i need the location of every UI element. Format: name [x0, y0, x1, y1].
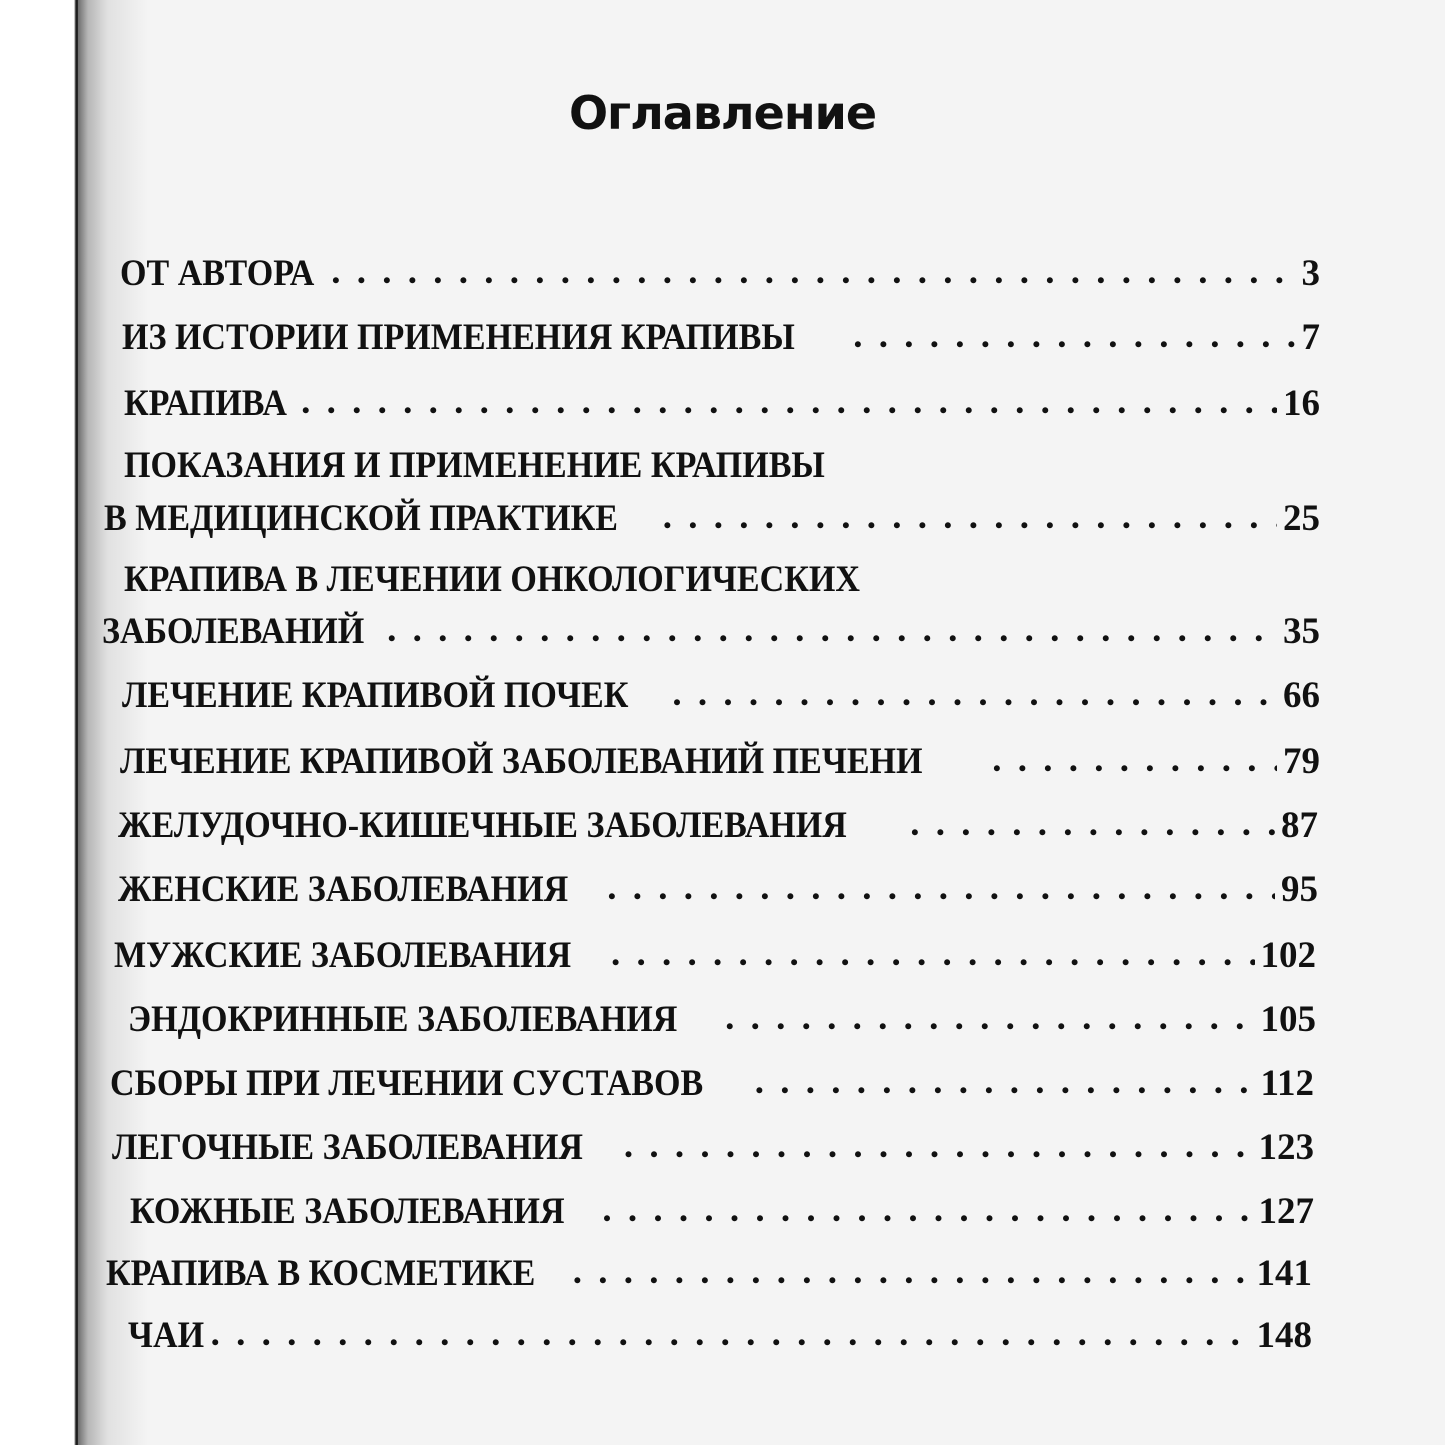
toc-entry-page: 79	[1283, 741, 1320, 782]
toc-entry	[130, 1188, 1314, 1236]
toc-entry-label: ЛЕЧЕНИЕ КРАПИВОЙ ЗАБОЛЕВАНИЙ ПЕЧЕНИ	[120, 741, 923, 782]
toc-entry-page: 87	[1281, 805, 1318, 846]
toc-entry	[124, 380, 1320, 428]
toc-entry-label: ЛЕЧЕНИЕ КРАПИВОЙ ПОЧЕК	[122, 675, 629, 716]
toc-entry-page: 3	[1301, 253, 1320, 294]
toc-entry-page: 141	[1256, 1253, 1312, 1294]
toc-entry-page: 16	[1283, 383, 1320, 424]
toc-entry-label: КРАПИВА	[124, 383, 287, 424]
toc-entry-page: 102	[1260, 935, 1316, 976]
leader-dots	[853, 312, 1295, 360]
leader-dots	[331, 248, 1295, 296]
toc-entry-page: 7	[1301, 317, 1320, 358]
page-title: Оглавление	[568, 86, 877, 140]
leader-dots	[607, 864, 1275, 912]
toc-entry-page: 123	[1258, 1127, 1314, 1168]
toc-entry-label: КОЖНЫЕ ЗАБОЛЕВАНИЯ	[130, 1191, 565, 1232]
toc-entry-page: 127	[1258, 1191, 1314, 1232]
toc-entry-page: 25	[1283, 498, 1320, 539]
toc-entry-page: 35	[1283, 611, 1320, 652]
leader-dots	[725, 994, 1254, 1042]
toc-entry-label-line1: КРАПИВА В ЛЕЧЕНИИ ОНКОЛОГИЧЕСКИХ	[124, 559, 860, 600]
leader-dots	[672, 670, 1277, 718]
toc-entry-label: МУЖСКИЕ ЗАБОЛЕВАНИЯ	[114, 935, 572, 976]
toc-entry-label: ЧАИ	[128, 1315, 205, 1356]
toc-entry-label: ЛЕГОЧНЫЕ ЗАБОЛЕВАНИЯ	[112, 1127, 583, 1168]
leader-dots	[910, 800, 1275, 848]
toc-entry-label: ОТ АВТОРА	[120, 253, 315, 294]
toc-entry-page: 105	[1260, 999, 1316, 1040]
toc-entry	[104, 495, 1320, 543]
toc-entry	[122, 314, 1320, 362]
toc-entry	[120, 738, 1320, 786]
toc-entry	[120, 250, 1320, 298]
toc-entry	[114, 932, 1316, 980]
toc-entry-label: ЭНДОКРИННЫЕ ЗАБОЛЕВАНИЯ	[128, 999, 678, 1040]
toc-entry-page: 95	[1281, 869, 1318, 910]
leader-dots	[611, 930, 1255, 978]
toc-entry	[128, 1312, 1312, 1360]
toc-entry	[118, 866, 1318, 914]
leader-dots	[624, 1122, 1253, 1170]
toc-entry-page: 148	[1256, 1315, 1312, 1356]
toc-entry	[106, 1250, 1312, 1298]
leader-dots	[992, 736, 1277, 784]
toc-entry-label: ЖЕНСКИЕ ЗАБОЛЕВАНИЯ	[118, 869, 569, 910]
toc-entry-label: СБОРЫ ПРИ ЛЕЧЕНИИ СУСТАВОВ	[110, 1063, 704, 1104]
toc-entry-label-line1: ПОКАЗАНИЯ И ПРИМЕНЕНИЕ КРАПИВЫ	[124, 445, 825, 486]
toc-entry	[112, 1124, 1314, 1172]
leader-dots	[573, 1248, 1251, 1296]
toc-entry-label: КРАПИВА В КОСМЕТИКЕ	[106, 1253, 536, 1294]
toc-entry	[102, 608, 1320, 656]
leader-dots	[387, 606, 1277, 654]
toc-entry	[118, 802, 1318, 850]
leader-dots	[301, 378, 1277, 426]
toc-entry-label: В МЕДИЦИНСКОЙ ПРАКТИКЕ	[104, 498, 619, 539]
toc-entry	[122, 672, 1320, 720]
toc-entry-label: ЖЕЛУДОЧНО-КИШЕЧНЫЕ ЗАБОЛЕВАНИЯ	[118, 805, 847, 846]
toc-entry	[128, 996, 1316, 1044]
leader-dots	[211, 1310, 1251, 1358]
leader-dots	[602, 1186, 1252, 1234]
toc-entry-label: ИЗ ИСТОРИИ ПРИМЕНЕНИЯ КРАПИВЫ	[122, 317, 795, 358]
toc-entry-page: 112	[1260, 1063, 1314, 1104]
leader-dots	[663, 493, 1277, 541]
leader-dots	[755, 1058, 1255, 1106]
toc-entry-first-line	[124, 556, 924, 604]
toc-entry	[110, 1060, 1314, 1108]
toc-entry-page: 66	[1283, 675, 1320, 716]
toc-entry-label: ЗАБОЛЕВАНИЙ	[102, 611, 365, 652]
toc-entry-first-line	[124, 442, 886, 490]
